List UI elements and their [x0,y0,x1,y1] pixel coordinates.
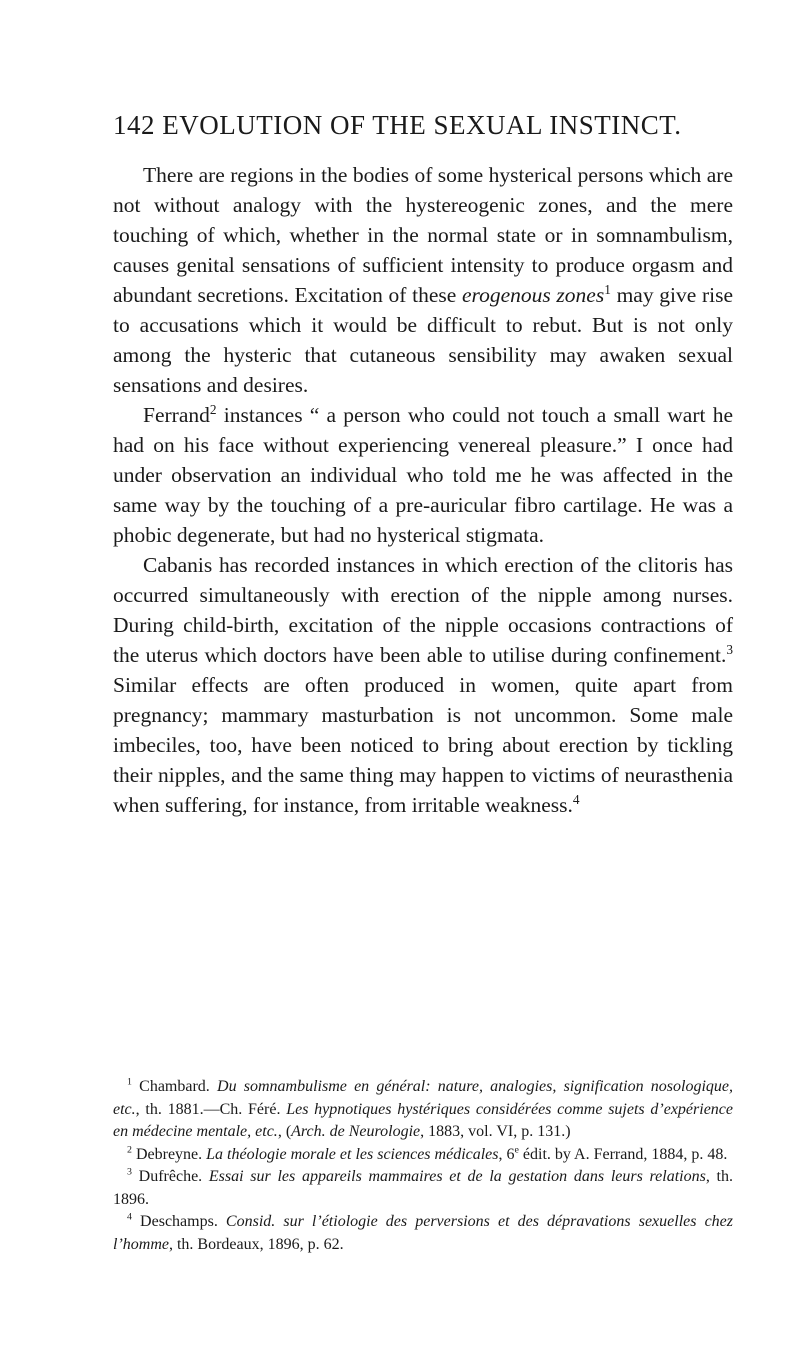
footnote-3: $^3$ Dufrêche. Essai sur les appareils mammaires et de la gestation dans leurs relations, th. 1896. [113,1166,734,1208]
paragraph-cabanis: Cabanis has recorded instances in which erection of the clitoris has occurred simultaneously with erection of the nipple among nurses. During child-birth, excitation of the nipple occasions contractions of the uterus which doctors have been able to utilise during confinement.$^3$ Similar effects are often produced in women, quite apart from pregnancy; mammary masturbation is not uncommon. Some male imbeciles, too, have been noticed to bring about erection by tickling their nipples, and the same thing may happen to victims of neurasthenia when suffering, for instance, from irritable weakness.$^4$ [113,553,733,817]
footnote-1: $^1$ Chambard. Du somnambulisme en général: nature, analogies, signification nosologique, etc., th. 1881.—Ch. Féré. Les hypnotiques hystériques considérées comme sujets d’expérience en médecine mentale, etc., (Arch. de Neurologie, 1883, vol. VI, p. 131.) [113,1076,734,1140]
footnote-number: 2 [127,1144,132,1156]
footnote-number: 4 [127,1211,132,1223]
page-number: 142 [113,110,155,140]
paragraph-erogenous-zones: There are regions in the bodies of some hysterical persons which are not without analogy with the hystereogenic zones, and the mere touching of which, whether in the normal state or in somnambulism, causes genital sensations of sufficient intensity to produce orgasm and abundant secretions. Excitation of these erogenous zones$^1$ may give rise to accusations which it would be difficult to rebut. But is not only among the hysteric that cutaneous sensibility may awaken sexual sensations and desires. [113,163,733,397]
footnote-number: 3 [127,1166,132,1178]
running-title: EVOLUTION OF THE SEXUAL INSTINCT. [162,110,682,140]
paragraph-ferrand: Ferrand$^2$ instances “ a person who could not touch a small wart he had on his face without experiencing venereal pleasure.” I once had under observation an individual who told me he was affected in the same way by the touching of a pre-auricular fibro cartilage. He was a phobic degenerate, but had no hysterical stigmata. [113,401,733,547]
footnote-2: $^2$ Debreyne. La théologie morale et les sciences médicales, 6e édit. by A. Ferrand, 1884, p. 48. [127,1144,728,1163]
emphasis-erogenous-zones: erogenous zones [461,283,605,307]
footnotes [113,1076,733,1256]
footnote-ref-2: 2 [209,401,217,417]
footnote-ref-1: 1 [604,281,611,297]
footnote-ref-3: 3 [726,641,733,657]
footnote-ref-4: 4 [572,791,580,807]
running-header [113,110,733,141]
footnote-number: 1 [127,1076,132,1088]
footnote-4: $^4$ Deschamps. Consid. sur l’étiologie des perversions et des dépravations sexuelles chez l’homme, th. Bordeaux, 1896, p. 62. [113,1211,733,1253]
body-text [113,160,733,820]
